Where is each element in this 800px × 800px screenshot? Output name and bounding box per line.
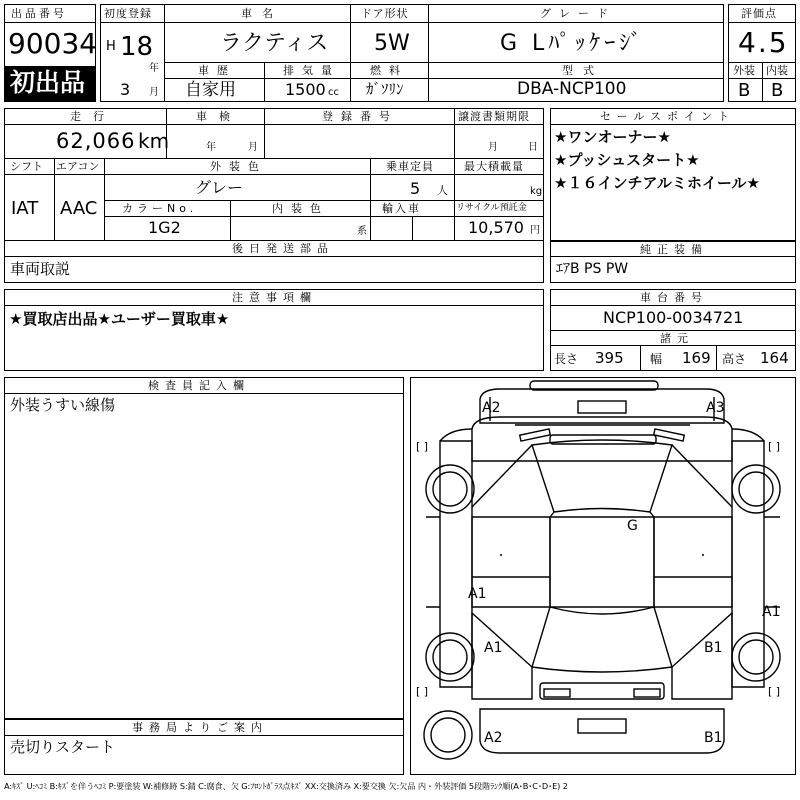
first-reg-month: 3 (120, 80, 131, 99)
car-name: ラクティス (220, 31, 329, 56)
bracket-front-left: [ ] (416, 440, 429, 453)
first-reg-era: H (106, 39, 116, 54)
notes-label: 注意事項欄 (232, 291, 317, 304)
ac: AAC (60, 198, 98, 219)
mileage-label: 走行 (70, 110, 116, 123)
interior-label: 内装 (766, 64, 788, 77)
bracket-front-right: [ ] (768, 440, 781, 453)
reg-no-label: 登録番号 (322, 110, 398, 123)
left-side-shape (440, 441, 472, 687)
shift-label: シフト (10, 160, 43, 173)
fuel-label: 燃料 (370, 64, 408, 77)
displacement-label: 排気量 (283, 64, 340, 77)
grade: G Lﾊﾟｯｹｰｼﾞ (500, 31, 646, 56)
exterior-score: B (738, 80, 751, 101)
sales-point-2: ★プッシュスタート★ (554, 151, 700, 169)
options-label: 純正装備 (640, 243, 708, 256)
rear-bumper-shape (480, 709, 724, 753)
mark-front-left-bumper: A2 (482, 400, 501, 416)
displacement: 1500 (285, 80, 326, 99)
height-label: 高さ (722, 352, 747, 366)
door-label: ドア形状 (361, 7, 409, 20)
displacement-unit: cc (328, 87, 339, 98)
inspection-year-unit: 年 (206, 142, 216, 153)
sales-point-3: ★１６インチアルミホイール★ (554, 174, 760, 192)
notes-text: ★買取店出品★ユーザー買取車★ (9, 310, 230, 328)
import-label: 輸入車 (382, 202, 421, 215)
dims-label: 諸元 (660, 332, 694, 345)
mark-right-rear-door: A1 (762, 604, 781, 620)
first-listing-badge-text: 初出品 (10, 68, 86, 97)
door-type: 5W (374, 31, 410, 56)
mark-front-right-bumper: A3 (706, 400, 725, 416)
length: 395 (595, 349, 624, 367)
exterior-label: 外装 (733, 64, 755, 77)
mark-right-rear-fender: B1 (704, 640, 723, 656)
first-reg-label: 初度登録 (104, 7, 152, 20)
rear-glass-shape (532, 607, 672, 672)
color-no: 1G2 (148, 218, 181, 237)
car-name-label: 車名 (241, 7, 283, 20)
int-color-unit: 系 (357, 226, 367, 237)
transfer-day-unit: 日 (528, 142, 538, 153)
first-reg-year: 18 (120, 32, 154, 62)
inspection-month-unit: 月 (248, 142, 258, 153)
first-reg-year-unit: 年 (149, 63, 159, 74)
roof-shape (550, 517, 654, 607)
right-window-shape (654, 517, 732, 607)
int-color-label: 内装色 (272, 202, 329, 215)
sales-point-1: ★ワンオーナー★ (554, 128, 671, 146)
lot-number-label: 出品番号 (11, 7, 67, 20)
capacity-label: 乗車定員 (386, 160, 434, 173)
right-side-shape (732, 441, 764, 687)
model-code: DBA-NCP100 (517, 79, 627, 99)
length-label: 長さ (554, 352, 579, 366)
capacity: 5 (410, 179, 421, 198)
model-code-label: 型式 (562, 64, 604, 77)
chassis-number: NCP100-0034721 (603, 308, 744, 327)
car-diagram (410, 377, 796, 775)
office-text: 売切りスタート (10, 738, 116, 756)
color-no-label: カラーNo. (122, 202, 198, 215)
bracket-rear-left: [ ] (416, 685, 429, 698)
later-parts-label: 後日発送部品 (232, 242, 334, 255)
shift: IAT (11, 198, 39, 219)
mark-left-rear-fender: A1 (484, 640, 503, 656)
mark-windshield: G (627, 518, 638, 534)
width: 169 (682, 349, 711, 367)
front-bumper-shape (480, 389, 724, 423)
first-reg-month-unit: 月 (149, 87, 159, 98)
lot-number: 90034 (8, 27, 98, 60)
windshield-shape (532, 440, 672, 512)
overall-score: 4.5 (738, 26, 789, 59)
rear-plate-shape (578, 719, 626, 733)
mark-rear-left-bumper: A2 (484, 730, 503, 746)
recycle-unit: 円 (530, 225, 540, 236)
height: 164 (760, 349, 789, 367)
chassis-label: 車台番号 (640, 291, 708, 304)
history: 自家用 (185, 80, 236, 100)
recycle-deposit: 10,570 (468, 218, 524, 237)
legend-text: A:ｷｽﾞ U:ﾍｺﾐ B:ｷｽﾞを伴うﾍｺﾐ P:要塗装 W:補修跡 S:錆 C:腐食、欠 G:ﾌﾛﾝﾄｶﾞﾗｽ点ｷｽﾞ XX:交換済み X:要交換 欠:欠品 内・外装評価 5段階ﾗﾝｸ順(A･B･C･D･E) 2 (4, 781, 568, 791)
ac-label: エアコン (56, 160, 100, 173)
inspector-label: 検査員記入欄 (148, 379, 250, 392)
transfer-label: 譲渡書類期限 (458, 110, 530, 123)
mark-rear-right-bumper: B1 (704, 730, 723, 746)
office-label: 事務局よりご案内 (132, 721, 268, 734)
max-load-unit: kg (530, 186, 543, 197)
options: ｴｱB PS PW (556, 261, 629, 277)
inspector-box (4, 377, 404, 719)
front-plate-shape (578, 401, 626, 413)
capacity-unit: 人 (437, 184, 448, 197)
fuel: ｶﾞｿﾘﾝ (366, 80, 404, 98)
bracket-rear-right: [ ] (768, 685, 781, 698)
width-label: 幅 (650, 352, 663, 366)
max-load-label: 最大積載量 (464, 160, 524, 173)
inspection-label: 車検 (196, 110, 242, 123)
ext-color-label: 外装色 (210, 160, 267, 173)
history-label: 車歴 (198, 64, 236, 77)
sales-points-label: セールスポイント (600, 110, 736, 123)
mark-left-rear-door: A1 (468, 586, 487, 602)
mileage-unit: km (138, 129, 170, 153)
grade-label: グレード (540, 7, 616, 20)
recycle-label: リサイクル預託金 (456, 203, 527, 213)
inspector-text: 外装うすい線傷 (10, 396, 116, 414)
interior-score: B (771, 80, 784, 101)
ext-color: グレー (195, 178, 244, 197)
transfer-month-unit: 月 (488, 142, 498, 153)
later-parts: 車両取説 (10, 260, 71, 278)
mileage: 62,066 (56, 129, 136, 153)
score-label: 評価点 (741, 7, 777, 20)
